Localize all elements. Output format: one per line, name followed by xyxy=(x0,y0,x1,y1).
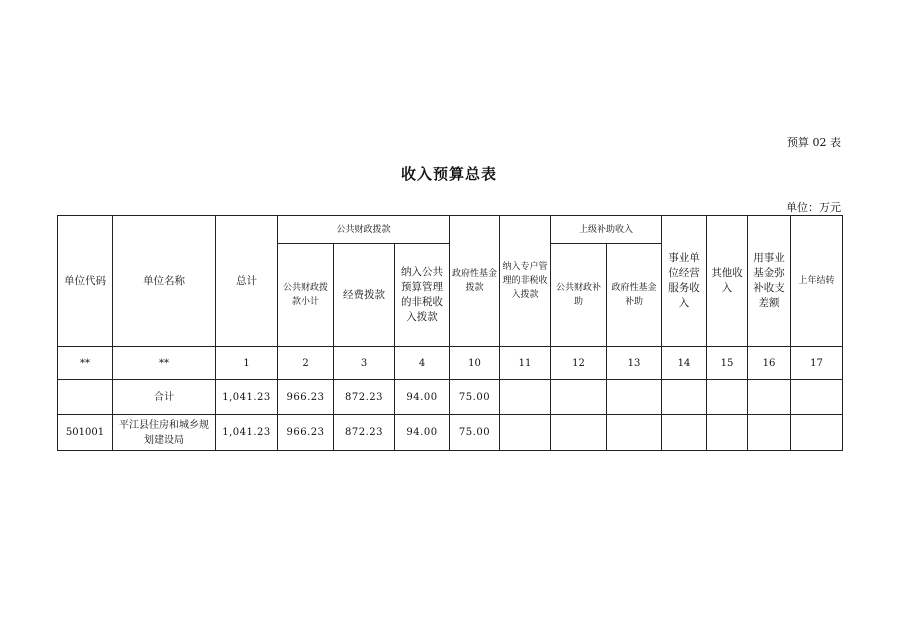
cell-carryover xyxy=(791,380,843,415)
header-gov-fund: 政府性基金拨款 xyxy=(450,216,500,347)
cell-operating-funds: 872.23 xyxy=(334,415,395,451)
cell-public-finance-subtotal: 966.23 xyxy=(278,415,334,451)
cell-unit-name: 平江县住房和城乡规划建设局 xyxy=(113,415,216,451)
index-cell: 15 xyxy=(707,347,748,380)
cell-unit-code: 501001 xyxy=(58,415,113,451)
header-row-1 xyxy=(58,216,843,244)
cell-gov-fund: 75.00 xyxy=(450,380,500,415)
cell-non-tax-special xyxy=(500,380,551,415)
index-cell: 10 xyxy=(450,347,500,380)
header-superior-subsidy-group: 上级补助收入 xyxy=(551,216,662,244)
index-cell: ** xyxy=(58,347,113,380)
header-non-tax-public-budget: 纳入公共预算管理的非税收入拨款 xyxy=(395,244,450,347)
index-cell: 11 xyxy=(500,347,551,380)
cell-fund-offset xyxy=(748,415,791,451)
index-cell: 2 xyxy=(278,347,334,380)
header-gov-fund-subsidy: 政府性基金补助 xyxy=(607,244,662,347)
header-non-tax-special: 纳入专户管理的非税收入拨款 xyxy=(500,216,551,347)
header-unit-code: 单位代码 xyxy=(58,216,113,347)
header-public-finance-subtotal: 公共财政拨款小计 xyxy=(278,244,334,347)
header-other-income: 其他收入 xyxy=(707,216,748,347)
index-cell: 17 xyxy=(791,347,843,380)
cell-gov-fund-subsidy xyxy=(607,380,662,415)
cell-business-income xyxy=(662,415,707,451)
cell-business-income xyxy=(662,380,707,415)
index-cell: 14 xyxy=(662,347,707,380)
cell-total: 1,041.23 xyxy=(216,380,278,415)
cell-operating-funds: 872.23 xyxy=(334,380,395,415)
header-total: 总计 xyxy=(216,216,278,347)
income-budget-table xyxy=(57,215,843,451)
cell-public-finance-subsidy xyxy=(551,415,607,451)
header-public-finance-group: 公共财政拨款 xyxy=(278,216,450,244)
header-fund-offset: 用事业基金弥补收支差额 xyxy=(748,216,791,347)
header-carryover: 上年结转 xyxy=(791,216,843,347)
header-business-income: 事业单位经营服务收入 xyxy=(662,216,707,347)
page-title: 收入预算总表 xyxy=(400,165,497,183)
index-cell: 13 xyxy=(607,347,662,380)
cell-total: 1,041.23 xyxy=(216,415,278,451)
header-operating-funds: 经费拨款 xyxy=(334,244,395,347)
cell-public-finance-subtotal: 966.23 xyxy=(278,380,334,415)
unit-label: 单位：万元 xyxy=(786,201,841,214)
table-row-total xyxy=(58,380,843,415)
cell-gov-fund-subsidy xyxy=(607,415,662,451)
cell-unit-name: 合计 xyxy=(113,380,216,415)
index-cell: 3 xyxy=(334,347,395,380)
cell-non-tax-public-budget: 94.00 xyxy=(395,415,450,451)
header-public-finance-subsidy: 公共财政补助 xyxy=(551,244,607,347)
cell-gov-fund: 75.00 xyxy=(450,415,500,451)
cell-carryover xyxy=(791,415,843,451)
header-unit-name: 单位名称 xyxy=(113,216,216,347)
index-cell: ** xyxy=(113,347,216,380)
index-cell: 1 xyxy=(216,347,278,380)
index-row xyxy=(58,347,843,380)
table-row xyxy=(58,415,843,451)
cell-non-tax-special xyxy=(500,415,551,451)
cell-unit-code xyxy=(58,380,113,415)
cell-non-tax-public-budget: 94.00 xyxy=(395,380,450,415)
index-cell: 16 xyxy=(748,347,791,380)
index-cell: 4 xyxy=(395,347,450,380)
form-number: 预算 02 表 xyxy=(787,136,841,149)
cell-fund-offset xyxy=(748,380,791,415)
cell-public-finance-subsidy xyxy=(551,380,607,415)
index-cell: 12 xyxy=(551,347,607,380)
cell-other-income xyxy=(707,415,748,451)
cell-other-income xyxy=(707,380,748,415)
